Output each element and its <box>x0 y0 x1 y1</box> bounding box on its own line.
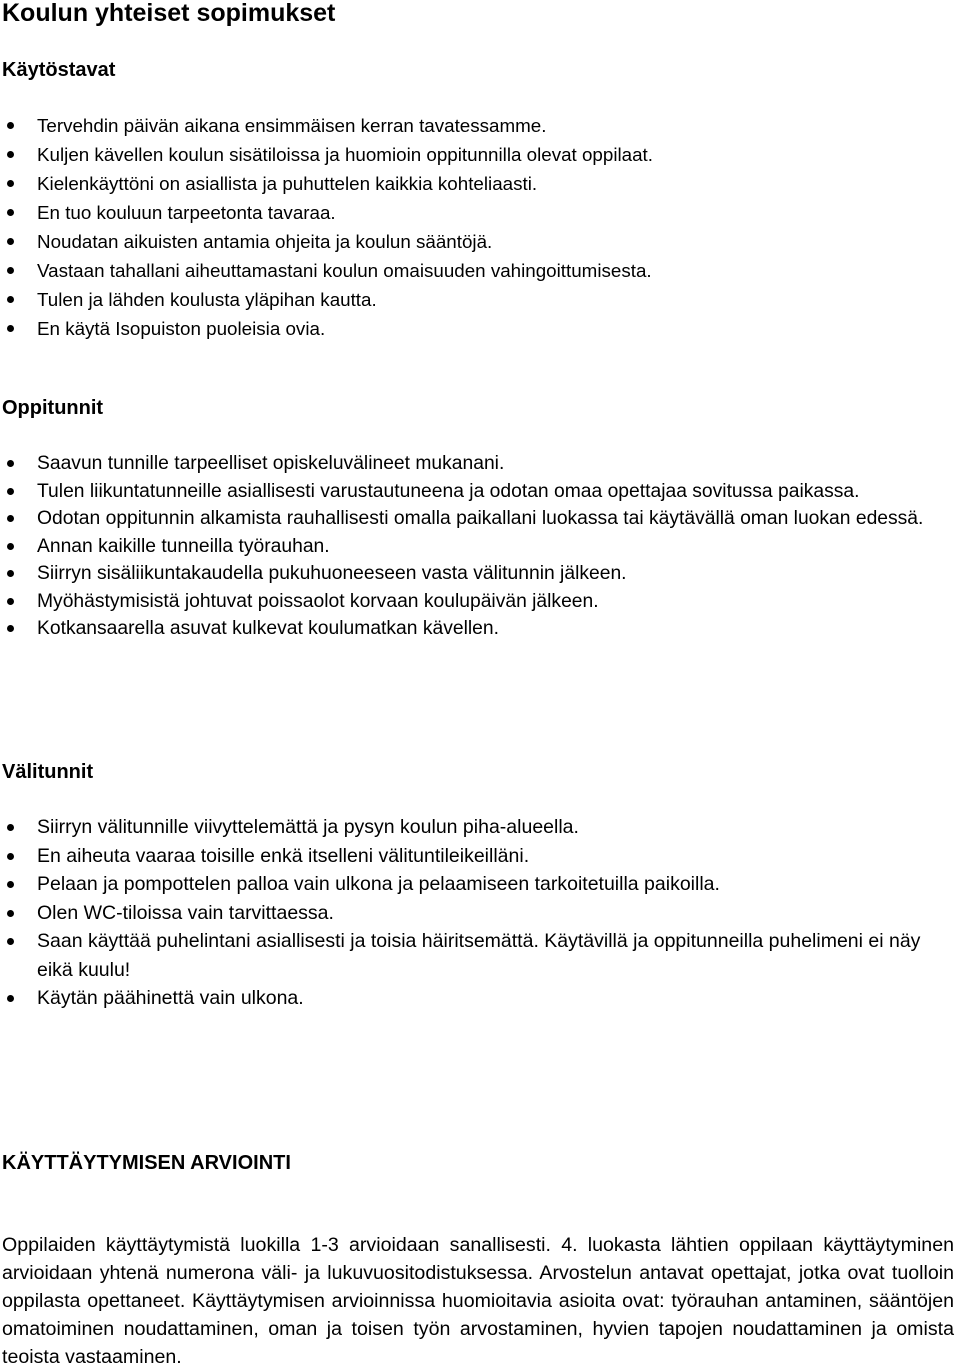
list-item: Annan kaikille tunneilla työrauhan. <box>0 533 960 561</box>
list-item: Saan käyttää puhelintani asiallisesti ja toisia häiritsemättä. Käytävillä ja oppitunneilla puhelimeni ei näy eikä kuulu! <box>0 927 960 984</box>
list-item: Vastaan tahallani aiheuttamastani koulun omaisuuden vahingoittumisesta. <box>0 256 960 285</box>
bullet-list-valitunnit <box>0 813 960 1013</box>
list-item: Myöhästymisistä johtuvat poissaolot korvaan koulupäivän jälkeen. <box>0 588 960 616</box>
arviointi-paragraph: Oppilaiden käyttäytymistä luokilla 1-3 arvioidaan sanallisesti. 4. luokasta lähtien oppilaan käyttäytyminen arvioidaan yhtenä numerona väli- ja lukuvuositodistuksessa. Arvostelun antavat opettajat, jotka ovat tuolloin oppilasta opettaneet. Käyttäytymisen arvioinnissa huomioitavia asioita ovat: työrauhan antaminen, sääntöjen omatoiminen noudattaminen, oman ja toisen työn arvostaminen, hyvien tapojen noudattaminen ja omista teoista vastaaminen. <box>2 1234 954 1368</box>
list-item: Kielenkäyttöni on asiallista ja puhuttelen kaikkia kohteliaasti. <box>0 169 960 198</box>
bullet-list-oppitunnit <box>0 450 960 643</box>
list-item: Kotkansaarella asuvat kulkevat koulumatkan kävellen. <box>0 615 960 643</box>
list-item: Saavun tunnille tarpeelliset opiskeluvälineet mukanani. <box>0 450 960 478</box>
list-item: Noudatan aikuisten antamia ohjeita ja koulun sääntöjä. <box>0 227 960 256</box>
list-item: En käytä Isopuiston puoleisia ovia. <box>0 314 960 343</box>
list-item: Tulen liikuntatunneille asiallisesti varustautuneena ja odotan omaa opettajaa sovitussa paikassa. <box>0 478 960 506</box>
list-item: En aiheuta vaaraa toisille enkä itselleni välituntileikeilläni. <box>0 842 960 871</box>
list-item: Olen WC-tiloissa vain tarvittaessa. <box>0 899 960 928</box>
page-title: Koulun yhteiset sopimukset <box>2 0 336 27</box>
section-heading-arviointi: KÄYTTÄYTYMISEN ARVIOINTI <box>2 1152 291 1174</box>
list-item: Käytän päähinettä vain ulkona. <box>0 984 960 1013</box>
list-item: Pelaan ja pompottelen palloa vain ulkona ja pelaamiseen tarkoitetuilla paikoilla. <box>0 870 960 899</box>
section-heading-valitunnit: Välitunnit <box>2 761 94 783</box>
section-heading-oppitunnit: Oppitunnit <box>2 397 104 419</box>
section-heading-kaytostavat: Käytöstavat <box>2 59 116 81</box>
list-item: En tuo kouluun tarpeetonta tavaraa. <box>0 198 960 227</box>
list-item: Odotan oppitunnin alkamista rauhallisesti omalla paikallani luokassa tai käytävällä oman luokan edessä. <box>0 505 960 533</box>
list-item: Siirryn välitunnille viivyttelemättä ja pysyn koulun piha-alueella. <box>0 813 960 842</box>
list-item: Tervehdin päivän aikana ensimmäisen kerran tavatessamme. <box>0 111 960 140</box>
list-item: Kuljen kävellen koulun sisätiloissa ja huomioin oppitunnilla olevat oppilaat. <box>0 140 960 169</box>
list-item: Siirryn sisäliikuntakaudella pukuhuoneeseen vasta välitunnin jälkeen. <box>0 560 960 588</box>
bullet-list-kaytostavat <box>0 111 960 343</box>
list-item: Tulen ja lähden koulusta yläpihan kautta. <box>0 285 960 314</box>
